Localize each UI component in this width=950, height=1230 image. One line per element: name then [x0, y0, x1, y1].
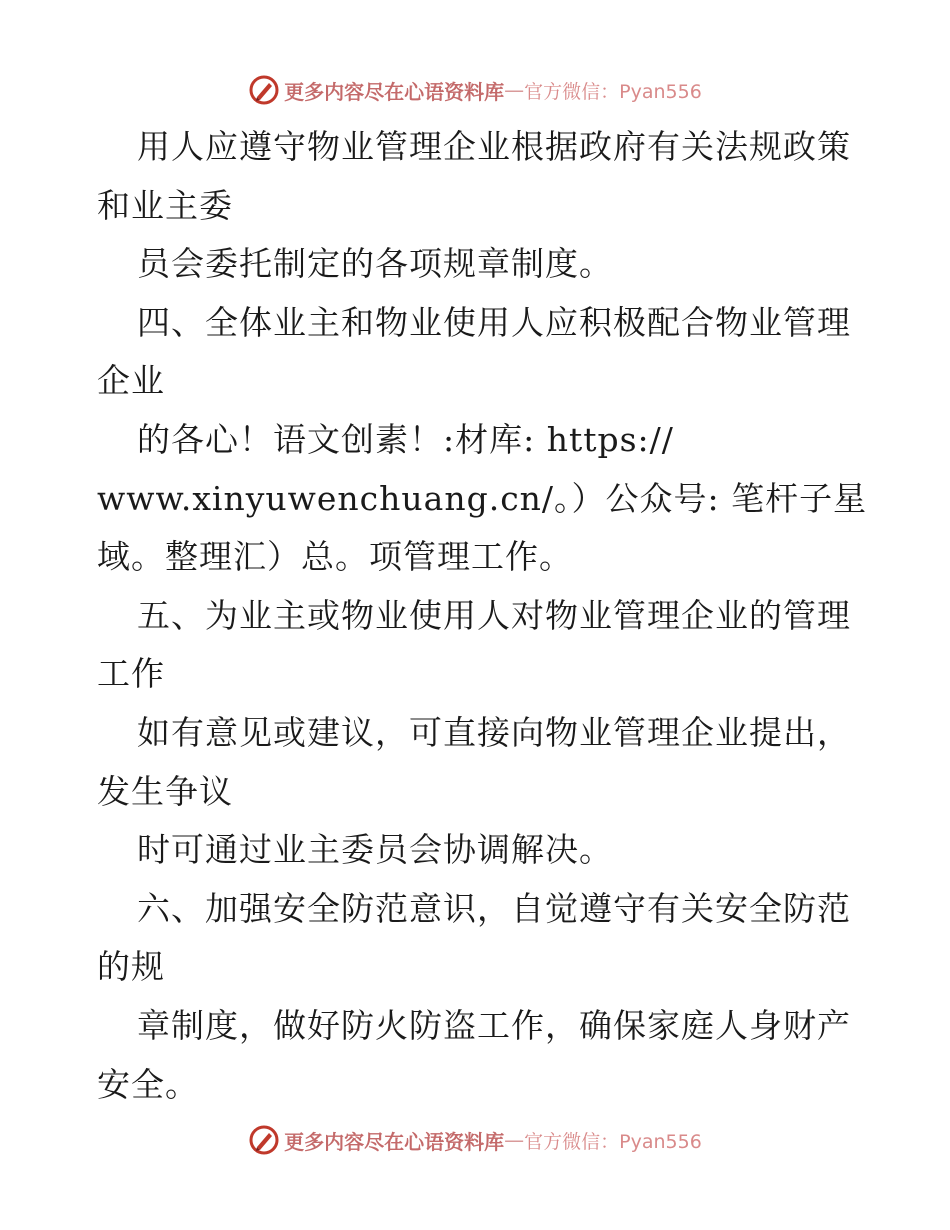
body-line: 的各心！语文创素！:材库: https:// [137, 419, 674, 459]
body-line: 用人应遵守物业管理企业根据政府有关法规政策 [137, 127, 851, 166]
pen-logo-icon [248, 1124, 280, 1156]
banner-label: 更多内容尽在心语资料库 [284, 79, 505, 104]
footer-banner [0, 1120, 950, 1160]
document-body [97, 118, 868, 1114]
body-line: 时可通过业主委员会协调解决。 [137, 830, 613, 870]
body-line: www.xinyuwenchuang.cn/。）公众号: 笔杆子星 [97, 478, 868, 518]
banner-wechat: 官方微信：Pyan556 [524, 80, 702, 103]
banner-label: 更多内容尽在心语资料库 [284, 1129, 505, 1154]
body-line: 章制度，做好防火防盗工作，确保家庭人身财产 [137, 1005, 851, 1045]
body-line: 如有意见或建议，可直接向物业管理企业提出， [137, 712, 851, 752]
body-line: 员会委托制定的各项规章制度。 [137, 244, 613, 284]
body-line: 和业主委 [97, 185, 233, 225]
body-line: 的规 [97, 947, 165, 987]
pen-logo-icon [248, 74, 280, 106]
body-line: 企业 [97, 361, 165, 401]
body-line: 六、加强安全防范意识，自觉遵守有关安全防范 [137, 888, 851, 928]
body-line: 五、为业主或物业使用人对物业管理企业的管理 [137, 595, 851, 635]
banner-wechat: 官方微信：Pyan556 [524, 1130, 702, 1153]
banner-dash: — [504, 78, 525, 102]
body-line: 域。整理汇）总。项管理工作。 [97, 537, 573, 577]
body-line: 工作 [97, 654, 165, 694]
banner-dash: — [504, 1128, 525, 1152]
body-line: 发生争议 [97, 771, 233, 811]
body-line: 安全。 [97, 1064, 199, 1104]
body-line: 四、全体业主和物业使用人应积极配合物业管理 [137, 302, 851, 342]
header-banner [0, 70, 950, 110]
